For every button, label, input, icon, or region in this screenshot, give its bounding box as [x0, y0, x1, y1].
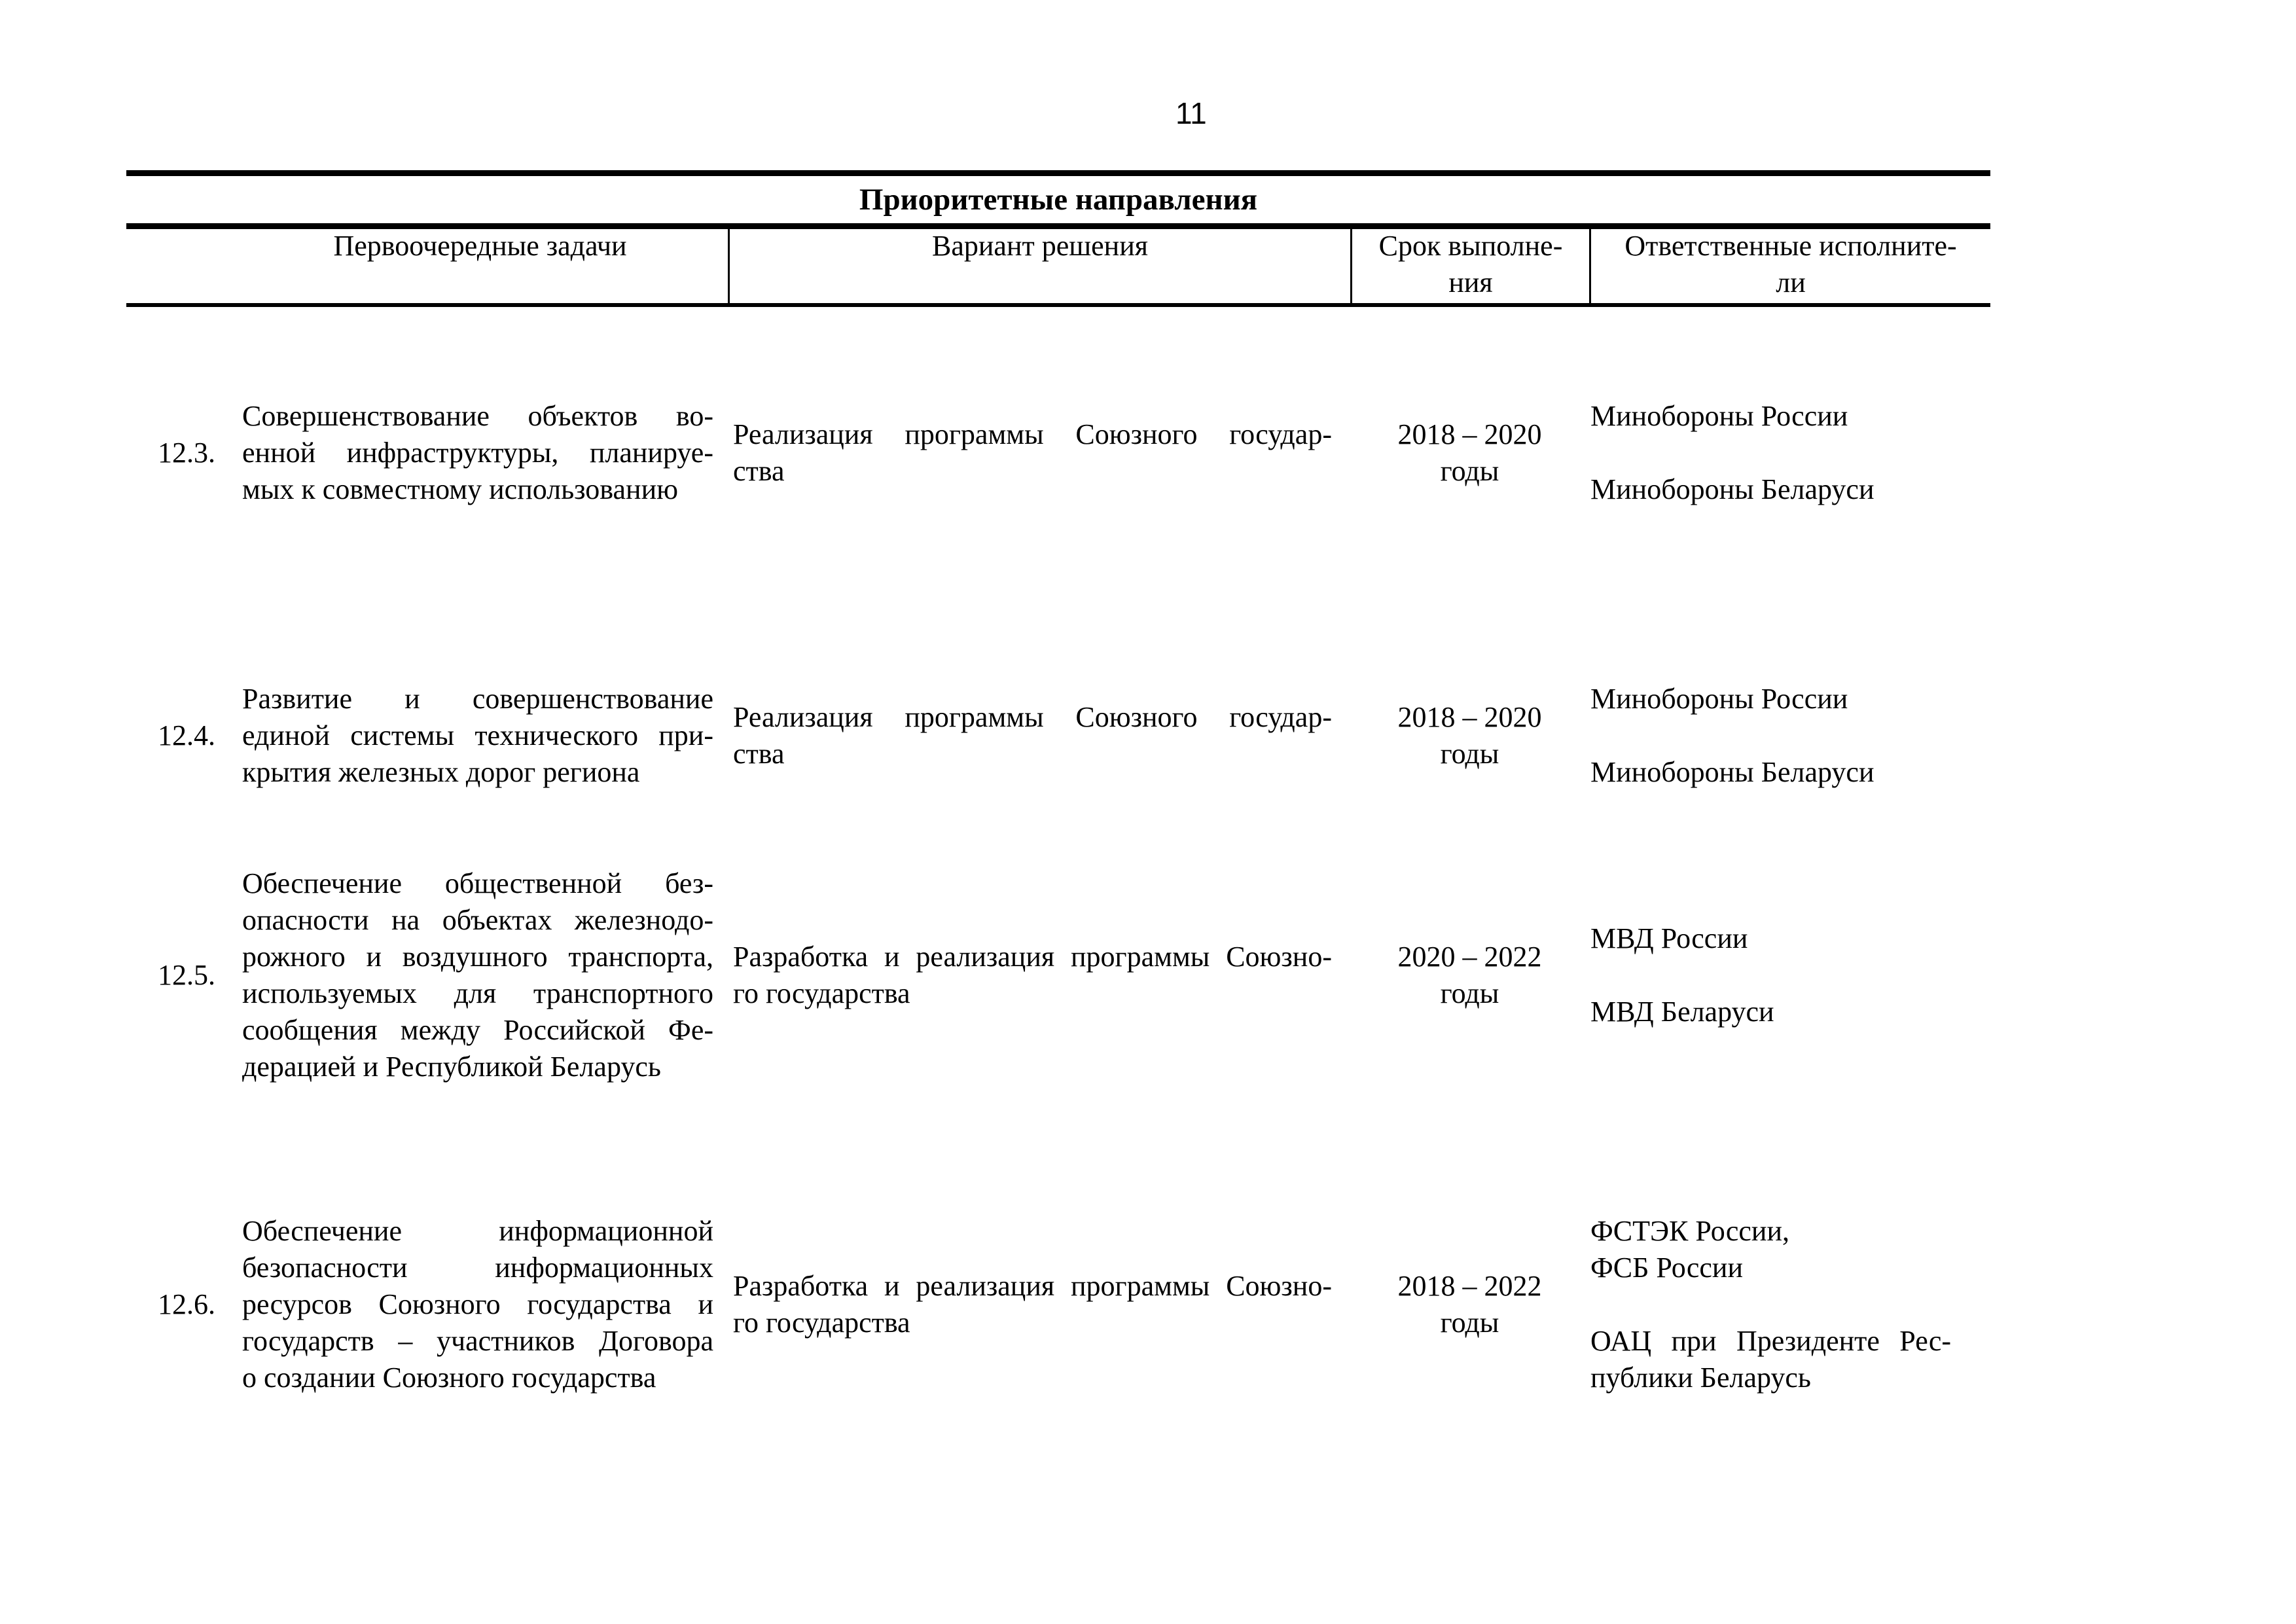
text-line: 2020 – 2022 [1397, 941, 1542, 973]
text-line: енной инфраструктуры, планируе- [242, 437, 713, 469]
page-number: 11 [1175, 96, 1207, 130]
text-line: о создании Союзного государства [242, 1362, 656, 1394]
text-line: Минобороны Беларуси [1590, 756, 1874, 788]
cell-task [232, 1213, 728, 1396]
row-number: 12.4. [158, 719, 215, 751]
text-line: крытия железных дорог региона [242, 756, 640, 788]
row-number: 12.5. [158, 959, 215, 991]
cell-term [1350, 699, 1589, 772]
header-cell-tasks: Первоочередные задачи [333, 230, 627, 262]
priority-table [126, 170, 1990, 1396]
cell-term [1350, 416, 1589, 490]
cell-solution [728, 939, 1350, 1012]
text-line: Разработка и реализация программы Союзно- [733, 941, 1332, 973]
cell-term [1350, 939, 1589, 1012]
text-line: мых к совместному использованию [242, 473, 678, 505]
header-cell-responsible [1589, 229, 1990, 303]
cell-responsible [1589, 681, 1990, 791]
text-line: годы [1440, 1307, 1499, 1339]
text-line: сообщения между Российской Фе- [242, 1014, 713, 1046]
text-line: ФСТЭК России, [1590, 1215, 1790, 1247]
text-line: Развитие и совершенствование [242, 683, 713, 715]
text-line: государств – участников Договора [242, 1325, 713, 1357]
cell-solution [728, 1268, 1350, 1341]
text-line: 2018 – 2020 [1397, 701, 1542, 733]
text-line: Совершенствование объектов во- [242, 400, 713, 432]
text-line: ства [733, 738, 785, 770]
text-line: безопасности информационных [242, 1252, 713, 1284]
cell-task [232, 681, 728, 791]
table-top-rule [126, 170, 1990, 176]
text-line: используемых для транспортного [242, 977, 713, 1009]
text-line: Разработка и реализация программы Союзно- [733, 1270, 1332, 1302]
table-header-row [126, 229, 1990, 303]
text-line [1590, 435, 1951, 471]
header-cell-solution: Вариант решения [728, 229, 1350, 303]
text-line: Минобороны России [1590, 400, 1848, 432]
text-line: ния [1448, 266, 1493, 298]
header-cell-term [1350, 229, 1589, 303]
text-line: го государства [733, 1307, 910, 1339]
text-line: Минобороны Беларуси [1590, 473, 1874, 505]
text-line: ли [1776, 266, 1806, 298]
text-line [1590, 957, 1951, 994]
text-line: ОАЦ при Президенте Рес- [1590, 1325, 1951, 1357]
text-line: ства [733, 455, 785, 487]
table-header-top-rule [126, 223, 1990, 229]
cell-solution [728, 699, 1350, 772]
cell-responsible [1589, 920, 1990, 1030]
text-line: Реализация программы Союзного государ- [733, 418, 1332, 450]
table-row-12-4 [126, 681, 1990, 791]
cell-solution [728, 416, 1350, 490]
text-line: рожного и воздушного транспорта, [242, 941, 713, 973]
text-line: годы [1440, 738, 1499, 770]
cell-term [1350, 1268, 1589, 1341]
text-line: МВД России [1590, 922, 1748, 954]
table-title-row [126, 176, 1990, 223]
text-line: МВД Беларуси [1590, 996, 1774, 1028]
text-line: Срок выполне- [1378, 230, 1563, 262]
text-line: годы [1440, 455, 1499, 487]
cell-responsible [1589, 398, 1990, 508]
text-line [1590, 1286, 1951, 1323]
text-line [1590, 717, 1951, 754]
text-line: годы [1440, 977, 1499, 1009]
text-line: 2018 – 2020 [1397, 418, 1542, 450]
table-row-12-3 [126, 398, 1990, 508]
text-line: Обеспечение информационной [242, 1215, 713, 1247]
text-line: Минобороны России [1590, 683, 1848, 715]
text-line: Ответственные исполните- [1624, 230, 1957, 262]
table-row-12-5 [126, 865, 1990, 1085]
text-line: единой системы технического при- [242, 719, 713, 751]
table-body [126, 307, 1990, 1396]
text-line: Обеспечение общественной без- [242, 867, 713, 899]
table-title: Приоритетные направления [859, 183, 1258, 217]
text-line: 2018 – 2022 [1397, 1270, 1542, 1302]
text-line: дерацией и Республикой Беларусь [242, 1051, 661, 1083]
text-line: го государства [733, 977, 910, 1009]
text-line: ФСБ России [1590, 1252, 1743, 1284]
cell-task [232, 865, 728, 1085]
cell-responsible [1589, 1213, 1990, 1396]
text-line: опасности на объектах железнодо- [242, 904, 713, 936]
text-line: публики Беларусь [1590, 1362, 1811, 1394]
row-number: 12.6. [158, 1288, 215, 1320]
text-line: ресурсов Союзного государства и [242, 1288, 713, 1320]
row-number: 12.3. [158, 437, 215, 469]
text-line: Реализация программы Союзного государ- [733, 701, 1332, 733]
table-row-12-6 [126, 1213, 1990, 1396]
cell-task [232, 398, 728, 508]
